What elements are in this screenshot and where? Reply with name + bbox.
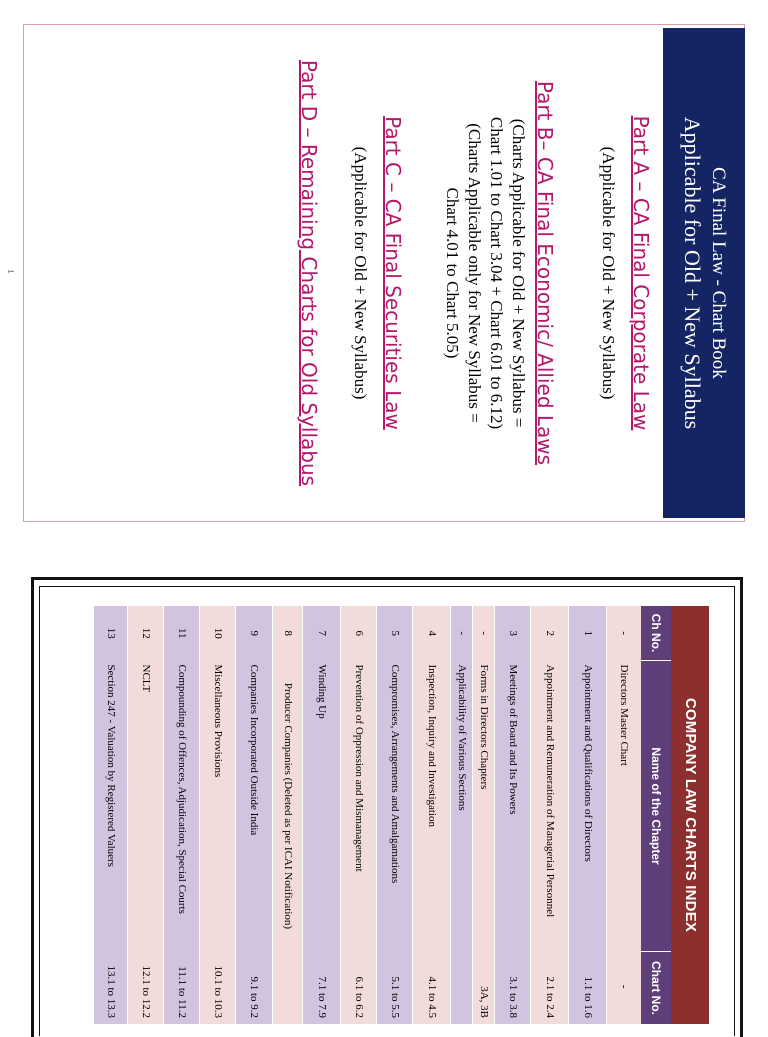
cover-content [23, 24, 745, 522]
chapter-name: Forms in Directors Chapters [473, 661, 495, 952]
banner-subtitle: Applicable for Old + New Syllabus [680, 116, 705, 430]
chapter-name: Appointment and Qualifications of Directors [569, 661, 607, 952]
chapter-name: Producer Companies (Deleted as per ICAI Notification) [273, 661, 303, 952]
table-row [569, 606, 607, 1024]
chapter-number: 12 [128, 606, 164, 661]
table-row [451, 606, 473, 1024]
chart-range: 9.1 to 9.2 [236, 952, 273, 1025]
part-d-heading: Part D – Remaining Charts for Old Syllabus [297, 59, 321, 487]
chapter-number: - [451, 606, 473, 661]
chapter-number: 11 [164, 606, 200, 661]
column-header: Ch No. [641, 606, 671, 661]
cover-page [23, 24, 745, 522]
chapter-name: Companies Incorporated Outside India [236, 661, 273, 952]
chart-range: 5.1 to 5.5 [377, 952, 413, 1025]
index-title: COMPANY LAW CHARTS INDEX [671, 606, 709, 1024]
table-row [128, 606, 164, 1024]
table-row [164, 606, 200, 1024]
chapter-name: Meetings of Board and Its Powers [495, 661, 531, 952]
table-row [94, 606, 128, 1024]
page-number: 2 [378, 816, 386, 821]
part-b-note-4: Chart 4.01 to Chart 5.05) [443, 187, 462, 359]
part-b-note-1: (Charts Applicable for Old + New Syllabus = [509, 118, 528, 428]
chapter-name: Appointment and Remuneration of Managerial Personnel [531, 661, 569, 952]
index-content [69, 606, 709, 1024]
part-c-heading: Part C – CA Final Securities Law [381, 116, 405, 430]
index-page [69, 606, 709, 1024]
chart-range: 1.1 to 1.6 [569, 952, 607, 1025]
chapter-number: 10 [200, 606, 236, 661]
table-header-row [641, 606, 671, 1024]
column-header: Name of the Chapter [641, 661, 671, 952]
chapter-number: 3 [495, 606, 531, 661]
chapter-number: 13 [94, 606, 128, 661]
table-row [495, 606, 531, 1024]
chapter-number: 1 [569, 606, 607, 661]
table-row [413, 606, 451, 1024]
chart-range: 6.1 to 6.2 [341, 952, 377, 1025]
chart-range: - [607, 952, 641, 1025]
chart-range [273, 952, 303, 1025]
chapter-number: 4 [413, 606, 451, 661]
table-row [607, 606, 641, 1024]
chapter-number: 5 [377, 606, 413, 661]
table-row [473, 606, 495, 1024]
chapter-name: Prevention of Oppression and Mismanagement [341, 661, 377, 952]
chart-range: 3A, 3B [473, 952, 495, 1025]
part-a-note: (Applicable for Old + New Syllabus) [599, 146, 618, 400]
chapter-number: - [473, 606, 495, 661]
table-row [200, 606, 236, 1024]
part-b-note-2: Chart 1.01 to Chart 3.04 + Chart 6.01 to 6.12) [487, 116, 506, 430]
cover-banner [663, 28, 745, 518]
chapter-name: Inspection, Inquiry and Investigation [413, 661, 451, 952]
chart-range: 10.1 to 10.3 [200, 952, 236, 1025]
chapter-name: Compounding of Offences, Adjudication, Special Courts [164, 661, 200, 952]
chart-range: 7.1 to 7.9 [303, 952, 341, 1025]
chapter-name: Compromises, Arrangements and Amalgamations [377, 661, 413, 952]
chart-range: 13.1 to 13.3 [94, 952, 128, 1025]
chapter-number: - [607, 606, 641, 661]
table-row [531, 606, 569, 1024]
chart-range: 3.1 to 3.8 [495, 952, 531, 1025]
chart-range: 12.1 to 12.2 [128, 952, 164, 1025]
chapter-name: Directors Master Chart [607, 661, 641, 952]
part-c-note: (Applicable for Old + New Syllabus) [351, 146, 370, 400]
part-b-heading: Part B– CA Final Economic/ Allied Laws [533, 80, 557, 466]
part-a-heading: Part A – CA Final Corporate Law [629, 115, 653, 431]
chapter-name: Applicability of Various Sections [451, 661, 473, 952]
chart-range [451, 952, 473, 1025]
table-row [236, 606, 273, 1024]
chapters-index-table [94, 606, 672, 1024]
chapter-name: NCLT [128, 661, 164, 952]
table-row [341, 606, 377, 1024]
chapter-number: 7 [303, 606, 341, 661]
chapter-number: 2 [531, 606, 569, 661]
chart-range: 2.1 to 2.4 [531, 952, 569, 1025]
page-number: 1 [6, 269, 14, 274]
chart-range: 11.1 to 11.2 [164, 952, 200, 1025]
part-b-note-3: (Charts Applicable only for New Syllabus = [465, 123, 484, 423]
column-header: Chart No. [641, 952, 671, 1025]
table-row [377, 606, 413, 1024]
chapter-name: Section 247 - Valuation by Registered Valuers [94, 661, 128, 952]
banner-title: CA Final Law - Chart Book [708, 167, 729, 379]
chapter-number: 6 [341, 606, 377, 661]
table-body [94, 606, 641, 1024]
chapter-name: Miscellaneous Provisions [200, 661, 236, 952]
chart-range: 4.1 to 4.5 [413, 952, 451, 1025]
chapter-name: Winding Up [303, 661, 341, 952]
chapter-number: 9 [236, 606, 273, 661]
chapter-number: 8 [273, 606, 303, 661]
table-row [273, 606, 303, 1024]
table-row [303, 606, 341, 1024]
